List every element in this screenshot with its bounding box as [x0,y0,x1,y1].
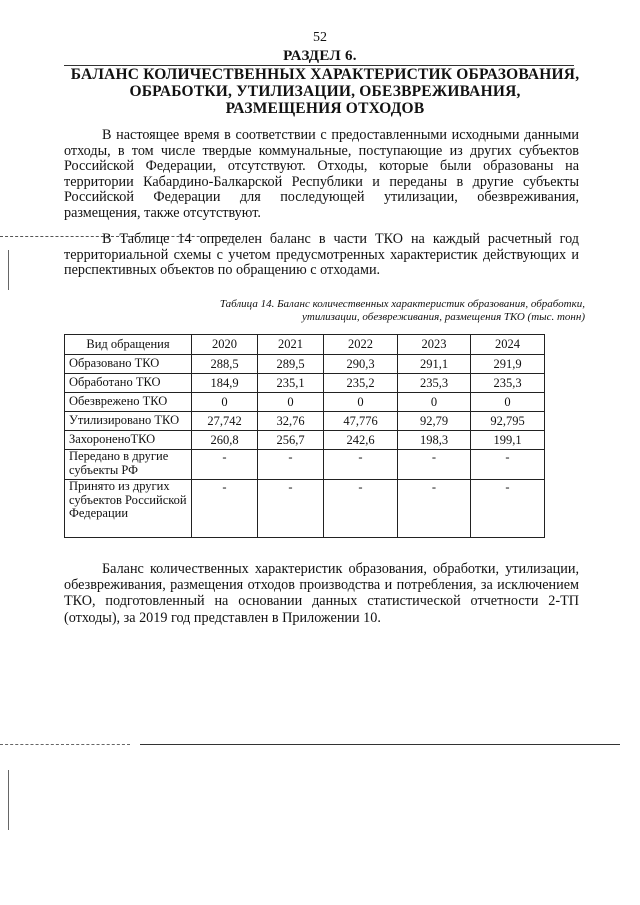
row-label: Принято из других субъектов Российской Федерации [65,480,192,538]
paragraph-appendix-text: Баланс количественных характеристик образования, обработки, утилизации, обезвреживания, размещения отходов производства и потребления, за исключением ТКО, подготовленный на основании данных статистической отчетности 2-ТП (отходы), за 2019 год представлен в Приложении 10. [64,561,579,626]
table-cell: - [192,480,258,538]
table-cell: 235,1 [258,374,324,393]
paragraph-appendix [64,561,579,626]
table-cell: 235,3 [471,374,545,393]
table-cell: 184,9 [192,374,258,393]
table-cell: 256,7 [258,431,324,450]
table-cell: 291,9 [471,355,545,374]
table-cell: 291,1 [398,355,471,374]
page-bottom-line [140,744,620,745]
balance-table [64,334,545,538]
table-cell: 32,76 [258,412,324,431]
table-row [65,355,545,374]
table-cell: 235,2 [324,374,398,393]
table-cell: 289,5 [258,355,324,374]
table-row [65,480,545,538]
table-caption: Таблица 14. Баланс количественных характеристик образования, обработки, утилизации, обезвреживания, размещения ТКО (тыс. тонн) [219,298,585,323]
page-number: 52 [313,30,327,45]
row-label: Передано в другие субъекты РФ [65,450,192,480]
table-cell: 0 [398,393,471,412]
table-cell: - [398,480,471,538]
table-header-row [65,335,545,355]
table-cell: 0 [258,393,324,412]
row-label: Утилизировано ТКО [65,412,192,431]
table-row [65,431,545,450]
table-cell: 92,795 [471,412,545,431]
row-label: Обработано ТКО [65,374,192,393]
table-cell: 0 [192,393,258,412]
table-cell: - [324,480,398,538]
header-cell: 2020 [192,335,258,355]
table-cell: - [192,450,258,480]
table-cell: 290,3 [324,355,398,374]
table-cell: 27,742 [192,412,258,431]
table-cell: - [324,450,398,480]
table-cell: 288,5 [192,355,258,374]
paragraph-intro [64,128,579,222]
table-cell: 199,1 [471,431,545,450]
paragraph-table-ref-text: В Таблице 14 определен баланс в части ТКО на каждый расчетный год территориальной схемы с учетом предусмотренных характеристик действующих и перспективных объектов по обращению с отходами. [64,231,579,279]
table-cell: 47,776 [324,412,398,431]
table-cell: - [471,450,545,480]
paragraph-table-ref [64,232,579,279]
row-label: Обезврежено ТКО [65,393,192,412]
table-cell: 198,3 [398,431,471,450]
header-cell: 2023 [398,335,471,355]
scan-artifact-line [0,744,130,745]
table-row [65,374,545,393]
row-label: Образовано ТКО [65,355,192,374]
table-cell: - [471,480,545,538]
row-label: ЗахороненоТКО [65,431,192,450]
table-cell: 260,8 [192,431,258,450]
paragraph-intro-text: В настоящее время в соответствии с предоставленными исходными данными отходы, в том числе твердые коммунальные, поступающие из других субъектов Российской Федерации, отсутствуют. Отходы, которые были образованы на территории Кабардино-Балкарской Республики и переданы в другие субъекты Российской Федерации для последующей утилизации, обезвреживания, размещения, также отсутствуют. [64,127,579,221]
table-row [65,412,545,431]
table-row [65,450,545,480]
table-cell: - [398,450,471,480]
section-title: БАЛАНС КОЛИЧЕСТВЕННЫХ ХАРАКТЕРИСТИК ОБРАЗОВАНИЯ, ОБРАБОТКИ, УТИЛИЗАЦИИ, ОБЕЗВРЕЖИВАНИЯ, РАЗМЕЩЕНИЯ ОТХОДОВ [70,66,580,117]
margin-mark [8,250,9,290]
section-label: РАЗДЕЛ 6. [283,48,357,64]
table-cell: 0 [471,393,545,412]
table-cell: 0 [324,393,398,412]
header-cell: 2022 [324,335,398,355]
header-cell: 2024 [471,335,545,355]
table-cell: 235,3 [398,374,471,393]
table-row [65,393,545,412]
table-cell: 242,6 [324,431,398,450]
table-cell: - [258,480,324,538]
table-cell: - [258,450,324,480]
header-cell: 2021 [258,335,324,355]
table-cell: 92,79 [398,412,471,431]
margin-mark [8,770,9,830]
header-cell: Вид обращения [65,335,192,355]
